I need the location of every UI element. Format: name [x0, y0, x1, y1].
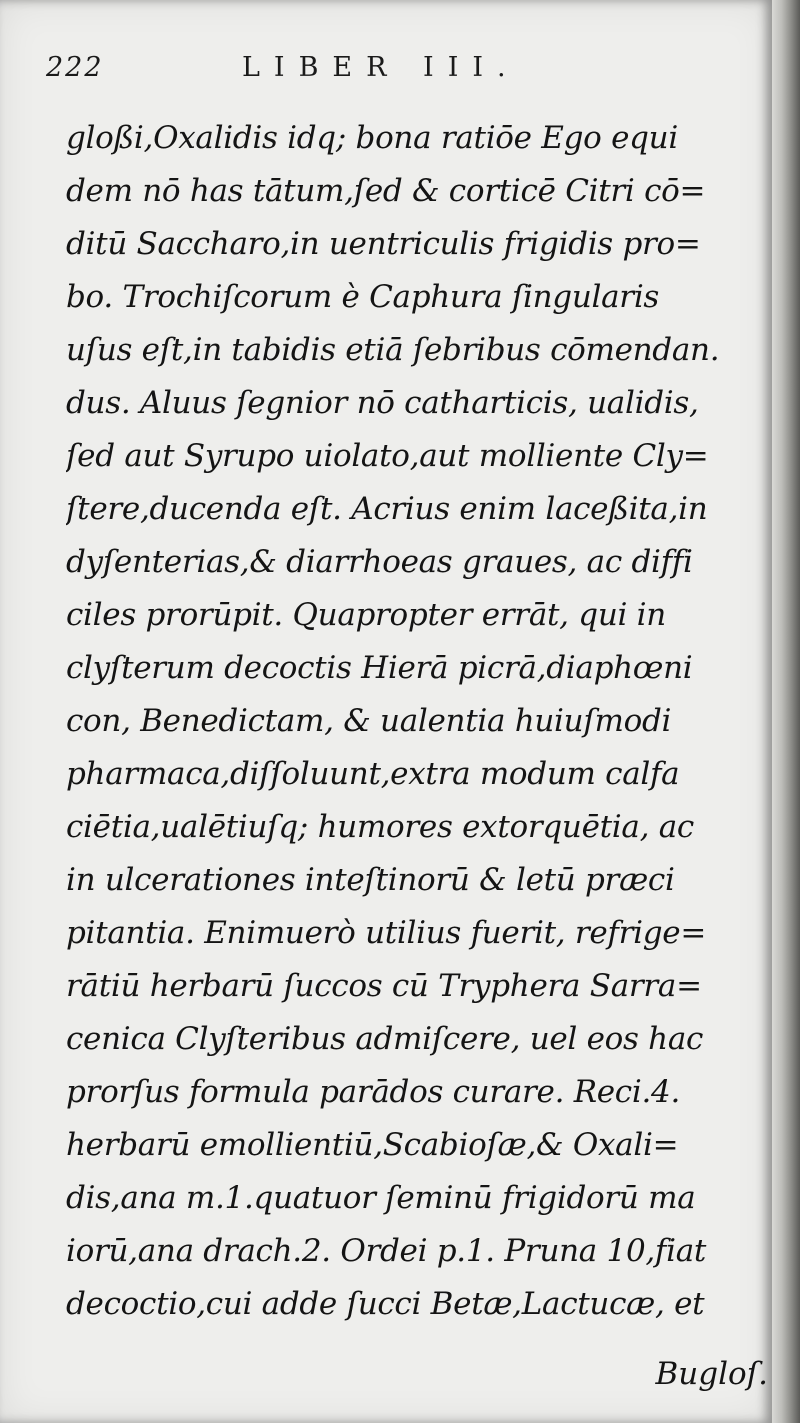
text-line: ditū Saccharo,in uentriculis frigidis pro= [66, 226, 701, 262]
text-line: ſtere,ducenda eſt. Acrius enim laceßita,in [66, 491, 708, 527]
text-line: uſus eſt,in tabidis etiā ſebribus cōmendan. [66, 332, 720, 368]
text-line: rātiū herbarū ſuccos cū Tryphera Sarra= [66, 968, 702, 1004]
text-line: cenica Clyſteribus admiſcere, uel eos hac [66, 1021, 704, 1057]
catchword: Bugloſ. [655, 1356, 768, 1392]
text-line: ciles prorūpit. Quapropter errāt, qui in [66, 597, 666, 633]
text-line: ciētia,ualētiuſq; humores extorquētia, ac [66, 809, 694, 845]
text-line: in ulcerationes inteſtinorū & letū præci [66, 862, 675, 898]
text-line: pharmaca,diſſoluunt,extra modum calfa [66, 756, 680, 792]
text-line: gloßi,Oxalidis idq; bona ratiōe Ego equi [66, 120, 678, 156]
text-line: clyſterum decoctis Hierā picrā,diaphœni [66, 650, 693, 686]
running-head: LIBER III. [242, 52, 520, 83]
text-line: iorū,ana drach.2. Ordei p.1. Pruna 10,fiat [66, 1233, 707, 1269]
page-header [46, 52, 606, 92]
text-line: con, Benedictam, & ualentia huiuſmodi [66, 703, 672, 739]
text-line: dis,ana m.1.quatuor ſeminū frigidorū ma [66, 1180, 696, 1216]
text-line: ſed aut Syrupo uiolato,aut molliente Cly= [66, 438, 709, 474]
page-number: 222 [46, 52, 104, 83]
text-line: prorſus formula parādos curare. Reci.4. [66, 1074, 681, 1110]
text-line: bo. Trochiſcorum è Caphura ſingularis [66, 279, 660, 315]
page-edge [772, 0, 800, 1423]
text-line: pitantia. Enimuerò utilius fuerit, refrige= [66, 915, 706, 951]
text-line: dem nō has tātum,ſed & corticē Citri cō= [66, 173, 706, 209]
text-line: herbarū emollientiū,Scabioſæ,& Oxali= [66, 1127, 679, 1163]
text-block [66, 112, 766, 1331]
text-line: dus. Aluus ſegnior nō catharticis, ualidis, [66, 385, 699, 421]
text-line: decoctio,cui adde ſucci Betæ,Lactucæ, et [66, 1286, 705, 1322]
text-line: dyſenterias,& diarrhoeas graues, ac diffi [66, 544, 693, 580]
